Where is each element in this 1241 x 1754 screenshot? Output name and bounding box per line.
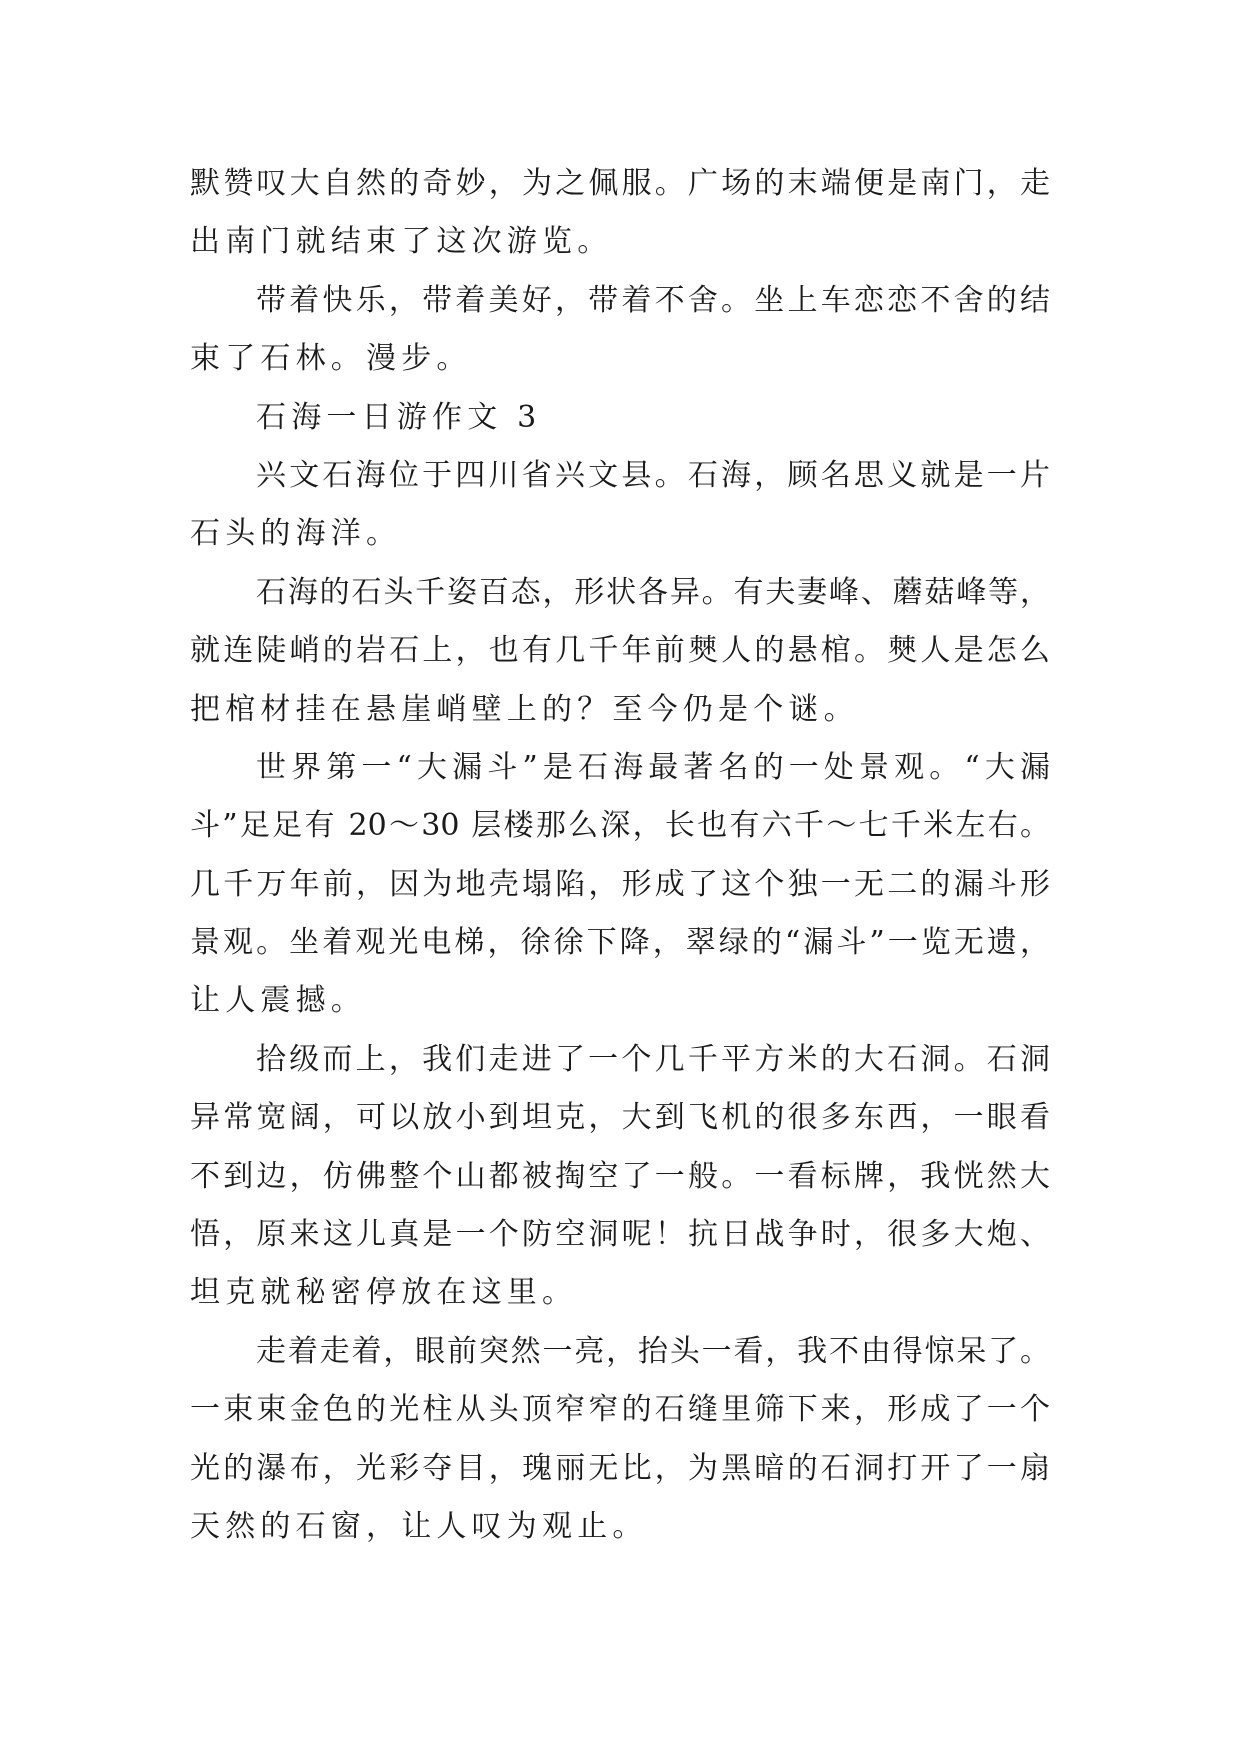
- text-line: 景观。坐着观光电梯，徐徐下降，翠绿的“漏斗”一览无遗，: [190, 925, 1050, 961]
- text-line: 拾级而上，我们走进了一个几千平方米的大石洞。石洞: [256, 1041, 1050, 1077]
- text-line: 不到边，仿佛整个山都被掏空了一般。一看标牌，我恍然大: [190, 1158, 1050, 1194]
- text-line: 把棺材挂在悬崖峭壁上的？至今仍是个谜。: [190, 691, 859, 727]
- text-line: 光的瀑布，光彩夺目，瑰丽无比，为黑暗的石洞打开了一扇: [190, 1450, 1050, 1486]
- text-line: 束了石林。漫步。: [190, 341, 472, 377]
- text-line: 几千万年前，因为地壳塌陷，形成了这个独一无二的漏斗形: [190, 866, 1050, 902]
- section-heading: 石海一日游作文 3: [256, 399, 542, 435]
- text-line: 悟，原来这儿真是一个防空洞呢！抗日战争时，很多大炮、: [190, 1217, 1050, 1253]
- text-line: 走着走着，眼前突然一亮，抬头一看，我不由得惊呆了。: [256, 1333, 1050, 1369]
- text-line: 坦克就秘密停放在这里。: [190, 1275, 578, 1311]
- text-line: 就连陡峭的岩石上，也有几千年前僰人的悬棺。僰人是怎么: [190, 633, 1050, 669]
- text-line: 石海的石头千姿百态，形状各异。有夫妻峰、蘑菇峰等，: [256, 574, 1050, 610]
- text-line: 天然的石窗，让人叹为观止。: [190, 1508, 648, 1544]
- text-line: 带着快乐，带着美好，带着不舍。坐上车恋恋不舍的结: [256, 282, 1050, 318]
- text-line: 石头的海洋。: [190, 516, 402, 552]
- text-line: 世界第一“大漏斗”是石海最著名的一处景观。“大漏: [256, 749, 1050, 785]
- text-line: 让人震撼。: [190, 983, 366, 1019]
- text-line: 出南门就结束了这次游览。: [190, 224, 613, 260]
- text-line: 默赞叹大自然的奇妙，为之佩服。广场的末端便是南门，走: [190, 166, 1050, 201]
- text-line: 兴文石海位于四川省兴文县。石海，顾名思义就是一片: [256, 457, 1050, 493]
- text-line: 异常宽阔，可以放小到坦克，大到飞机的很多东西，一眼看: [190, 1100, 1050, 1136]
- document-body: [190, 155, 1050, 1556]
- text-line: 斗”足足有 20～30 层楼那么深，长也有六千～七千米左右。: [190, 808, 1050, 844]
- text-line: 一束束金色的光柱从头顶窄窄的石缝里筛下来，形成了一个: [190, 1392, 1050, 1428]
